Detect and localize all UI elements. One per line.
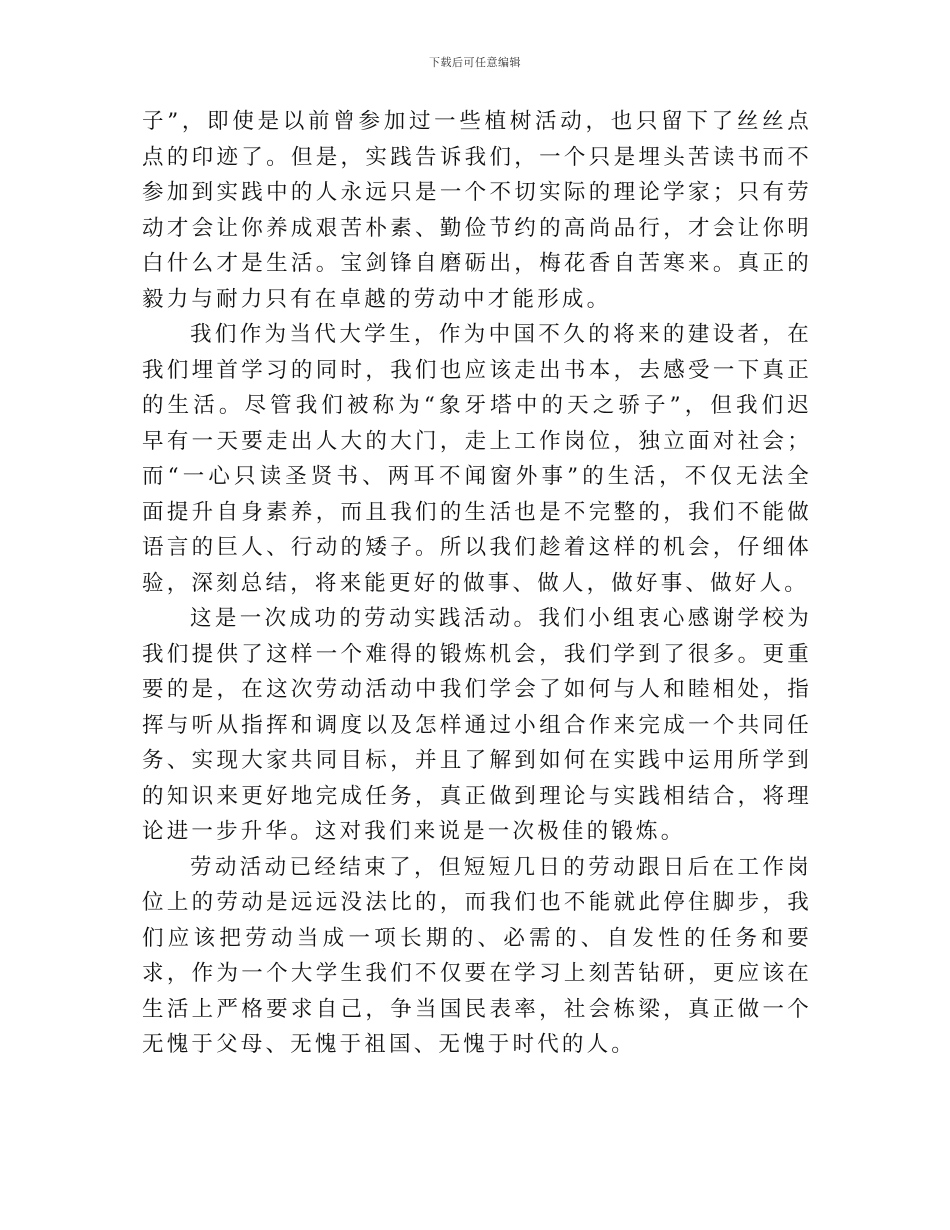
document-body [142, 104, 812, 1063]
paragraph: 这是一次成功的劳动实践活动。我们小组衷心感谢学校为我们提供了这样一个难得的锻炼机会，我们学到了很多。更重要的是，在这次劳动活动中我们学会了如何与人和睦相处，指挥与听从指挥和调度以及怎样通过小组合作来完成一个共同任务、实现大家共同目标，并且了解到如何在实践中运用所学到的知识来更好地完成任务，真正做到理论与实践相结合，将理论进一步升华。这对我们来说是一次极佳的锻炼。 [142, 606, 812, 844]
paragraph: 劳动活动已经结束了，但短短几日的劳动跟日后在工作岗位上的劳动是远远没法比的，而我们也不能就此停住脚步，我们应该把劳动当成一项长期的、必需的、自发性的任务和要求，作为一个大学生我们不仅要在学习上刻苦钻研，更应该在生活上严格要求自己，争当国民表率，社会栋梁，真正做一个无愧于父母、无愧于祖国、无愧于时代的人。 [142, 854, 812, 1057]
page-header: 下载后可任意编辑 [429, 56, 521, 69]
paragraph: 我们作为当代大学生，作为中国不久的将来的建设者，在我们埋首学习的同时，我们也应该走出书本，去感受一下真正的生活。尽管我们被称为“象牙塔中的天之骄子”，但我们迟早有一天要走出人大的大门，走上工作岗位，独立面对社会；而“一心只读圣贤书、两耳不闻窗外事”的生活，不仅无法全面提升自身素养，而且我们的生活也是不完整的，我们不能做语言的巨人、行动的矮子。所以我们趁着这样的机会，仔细体验，深刻总结，将来能更好的做事、做人，做好事、做好人。 [142, 322, 812, 596]
paragraph-continuation: 子”，即使是以前曾参加过一些植树活动，也只留下了丝丝点点的印迹了。但是，实践告诉我们，一个只是埋头苦读书而不参加到实践中的人永远只是一个不切实际的理论学家；只有劳动才会让你养成艰苦朴素、勤俭节约的高尚品行，才会让你明白什么才是生活。宝剑锋自磨砺出，梅花香自苦寒来。真正的毅力与耐力只有在卓越的劳动中才能形成。 [142, 109, 812, 312]
